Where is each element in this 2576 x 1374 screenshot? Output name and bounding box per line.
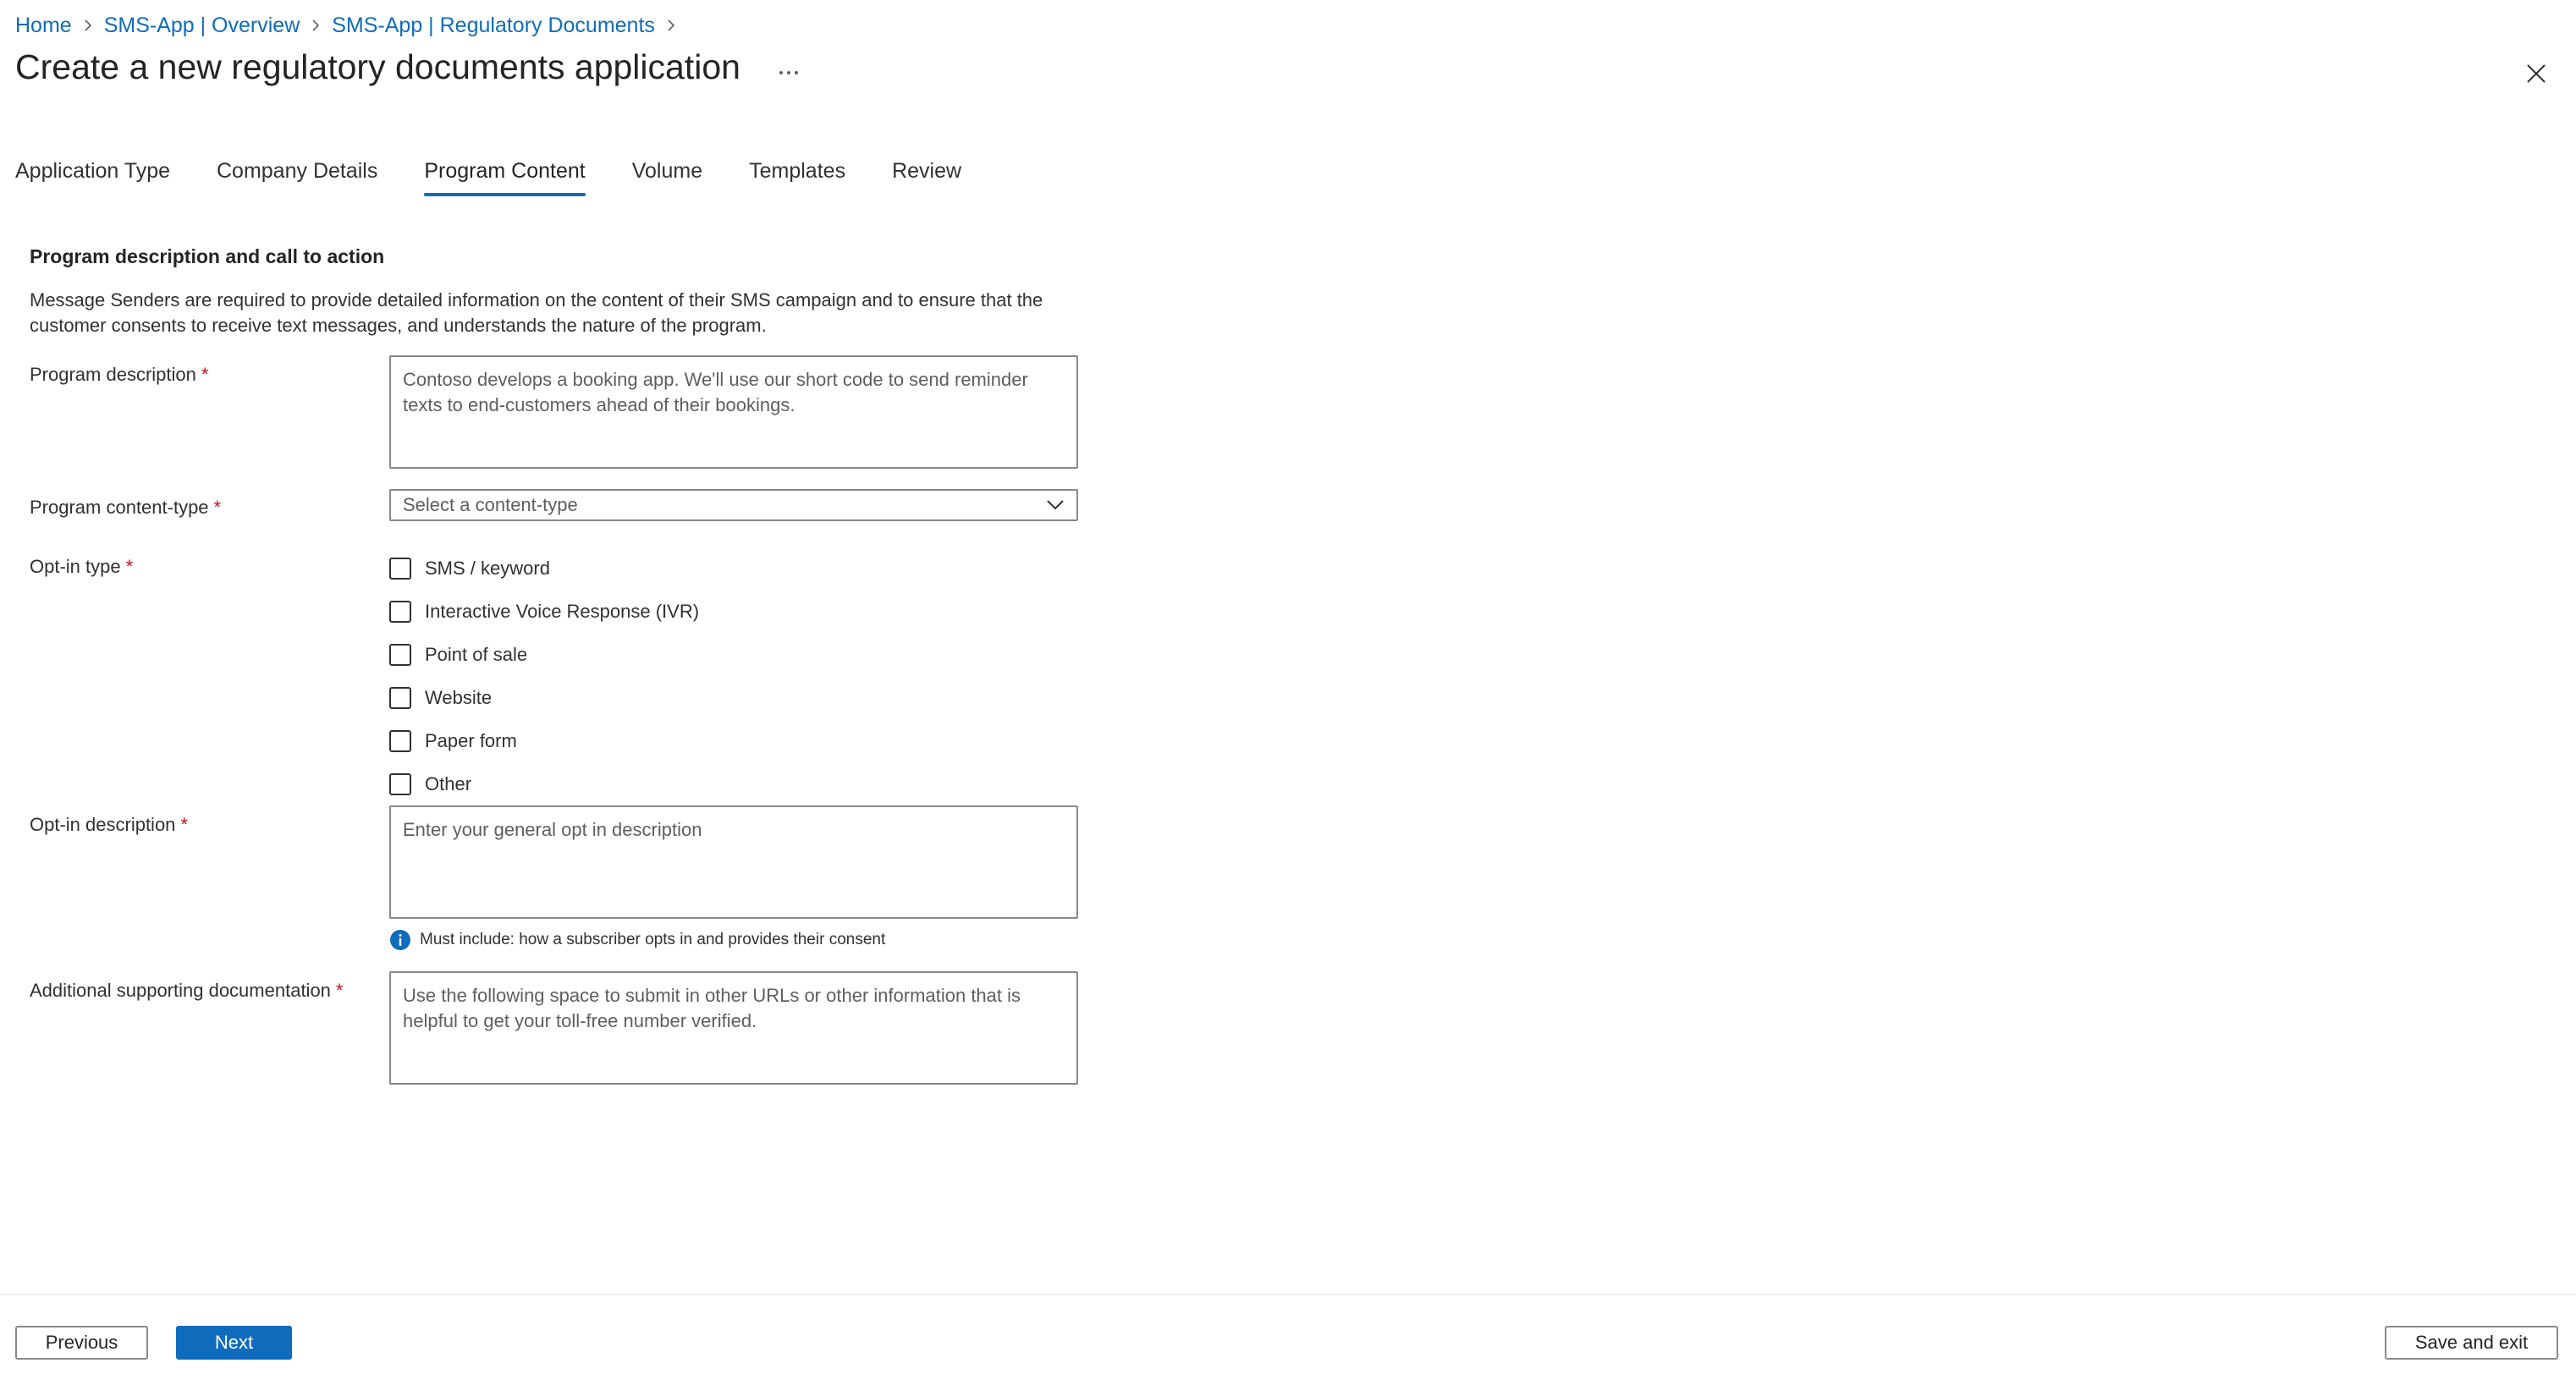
- more-options-button[interactable]: [772, 56, 806, 90]
- chevron-down-icon: [1046, 499, 1065, 511]
- checkbox-box[interactable]: [389, 730, 411, 752]
- checkbox-box[interactable]: [389, 687, 411, 709]
- supporting-docs-placeholder: Use the following space to submit in other URLs or other information that is helpful to get your toll-free number verified.: [403, 985, 1021, 1031]
- opt-in-ivr-checkbox[interactable]: Interactive Voice Response (IVR): [389, 590, 699, 633]
- opt-in-point-of-sale-checkbox[interactable]: Point of sale: [389, 633, 699, 676]
- program-description-input[interactable]: [389, 355, 1078, 469]
- section-description: Message Senders are required to provide detailed information on the content of their SMS campaign and to ensure that the customer consents to receive text messages, and understands the nature of the program.: [30, 289, 1043, 336]
- info-icon: [389, 929, 411, 951]
- opt-in-type-label: Opt-in type *: [30, 556, 134, 577]
- chevron-right-icon: [655, 19, 687, 32]
- required-marker: *: [180, 814, 188, 835]
- more-icon: [778, 69, 800, 76]
- breadcrumb-overview[interactable]: SMS-App | Overview: [103, 13, 300, 37]
- breadcrumb-regulatory-documents[interactable]: SMS-App | Regulatory Documents: [332, 13, 655, 37]
- opt-in-type-options: [389, 547, 699, 805]
- content-type-label: Program content-type *: [30, 497, 222, 518]
- checkbox-box[interactable]: [389, 558, 411, 580]
- section-title: Program description and call to action: [30, 245, 385, 267]
- content-type-select[interactable]: [389, 489, 1078, 521]
- opt-in-sms-keyword-checkbox[interactable]: SMS / keyword: [389, 547, 699, 590]
- checkbox-box[interactable]: [389, 773, 411, 795]
- required-marker: *: [213, 497, 222, 518]
- tab-application-type[interactable]: Application Type: [15, 159, 170, 183]
- program-description-label: Program description *: [30, 364, 209, 385]
- footer-divider: [0, 1294, 2576, 1295]
- program-description-placeholder: Contoso develops a booking app. We'll use our short code to send reminder texts to end-customers ahead of their bookings.: [403, 369, 1028, 415]
- wizard-tabs: [15, 151, 1008, 198]
- content-type-placeholder: Select a content-type: [403, 494, 578, 515]
- opt-in-website-checkbox[interactable]: Website: [389, 676, 699, 719]
- checkbox-box[interactable]: [389, 644, 411, 666]
- close-button[interactable]: [2518, 56, 2554, 91]
- checkbox-box[interactable]: [389, 601, 411, 623]
- opt-in-description-input[interactable]: [389, 805, 1078, 919]
- tab-program-content[interactable]: Program Content: [424, 151, 585, 198]
- tab-review[interactable]: Review: [892, 159, 962, 183]
- required-marker: *: [335, 980, 344, 1001]
- required-marker: *: [201, 364, 209, 385]
- chevron-right-icon: [72, 19, 104, 32]
- page-title: Create a new regulatory documents application: [15, 47, 740, 86]
- opt-in-description-placeholder: Enter your general opt in description: [403, 819, 702, 840]
- chevron-right-icon: [300, 19, 332, 32]
- supporting-docs-label: Additional supporting documentation *: [30, 980, 344, 1001]
- opt-in-paper-form-checkbox[interactable]: Paper form: [389, 719, 699, 762]
- required-marker: *: [125, 556, 134, 577]
- tab-volume[interactable]: Volume: [631, 159, 703, 183]
- tab-templates[interactable]: Templates: [749, 159, 846, 183]
- opt-in-description-hint: Must include: how a subscriber opts in and provides their consent: [389, 929, 885, 951]
- tab-company-details[interactable]: Company Details: [217, 159, 378, 183]
- previous-button[interactable]: Previous: [15, 1326, 148, 1360]
- next-button[interactable]: Next: [176, 1326, 292, 1360]
- breadcrumb-home[interactable]: Home: [15, 13, 72, 37]
- opt-in-description-label: Opt-in description *: [30, 814, 188, 835]
- supporting-docs-input[interactable]: [389, 971, 1078, 1085]
- opt-in-other-checkbox[interactable]: Other: [389, 762, 699, 805]
- close-icon: [2525, 63, 2547, 85]
- breadcrumb: [15, 8, 687, 42]
- save-and-exit-button[interactable]: Save and exit: [2385, 1326, 2558, 1360]
